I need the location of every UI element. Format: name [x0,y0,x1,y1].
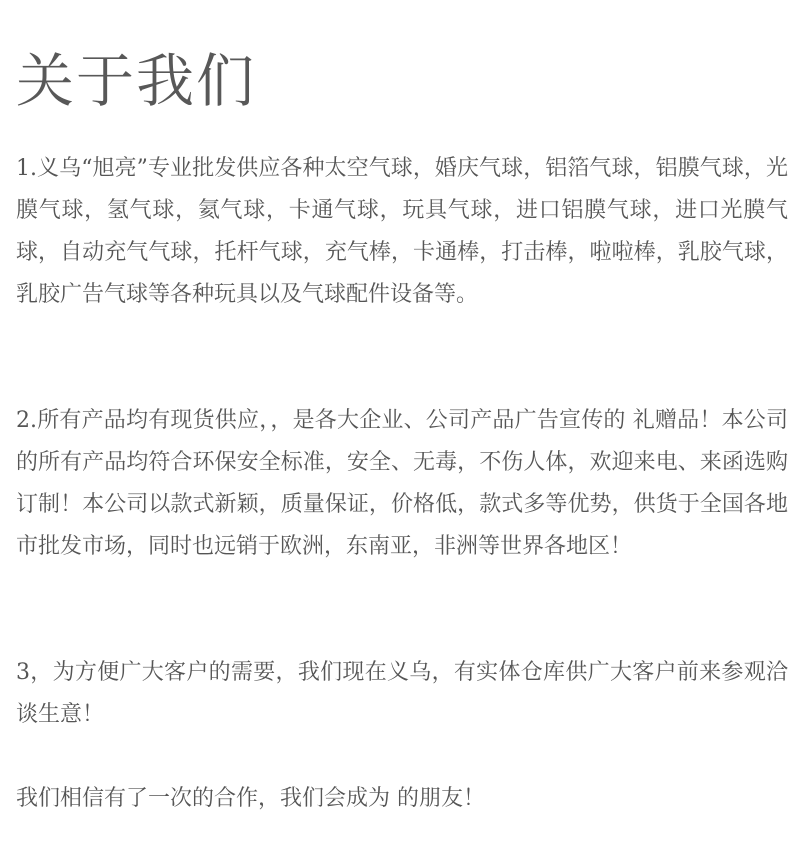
paragraph-closing: 我们相信有了一次的合作，我们会成为 的朋友！ [16,786,485,811]
paragraph-warehouse: 3，为方便广大客户的需要，我们现在义乌，有实体仓库供广大客户前来参观洽谈生意！ [16,660,788,727]
paragraph-products: 1.义乌“旭亮”专业批发供应各种太空气球，婚庆气球，铝箔气球，铝膜气球，光膜气球，氢气球，氦气球，卡通气球，玩具气球，进口铝膜气球，进口光膜气球，自动充气气球，托杆气球，充气棒，卡通棒，打击棒，啦啦棒，乳胶气球，乳胶广告气球等各种玩具以及气球配件设备等。 [16,156,788,307]
paragraph-quality: 2.所有产品均有现货供应，，是各大企业、公司产品广告宣传的 礼赠品！本公司的所有产品均符合环保安全标准，安全、无毒，不伤人体，欢迎来电、来函选购订制！本公司以款式新颖，质量保证，价格低，款式多等优势，供货于全国各地市批发市场，同时也远销于欧洲，东南亚，非洲等世界各地区！ [16,408,788,559]
page-title: 关于我们 [16,47,257,115]
